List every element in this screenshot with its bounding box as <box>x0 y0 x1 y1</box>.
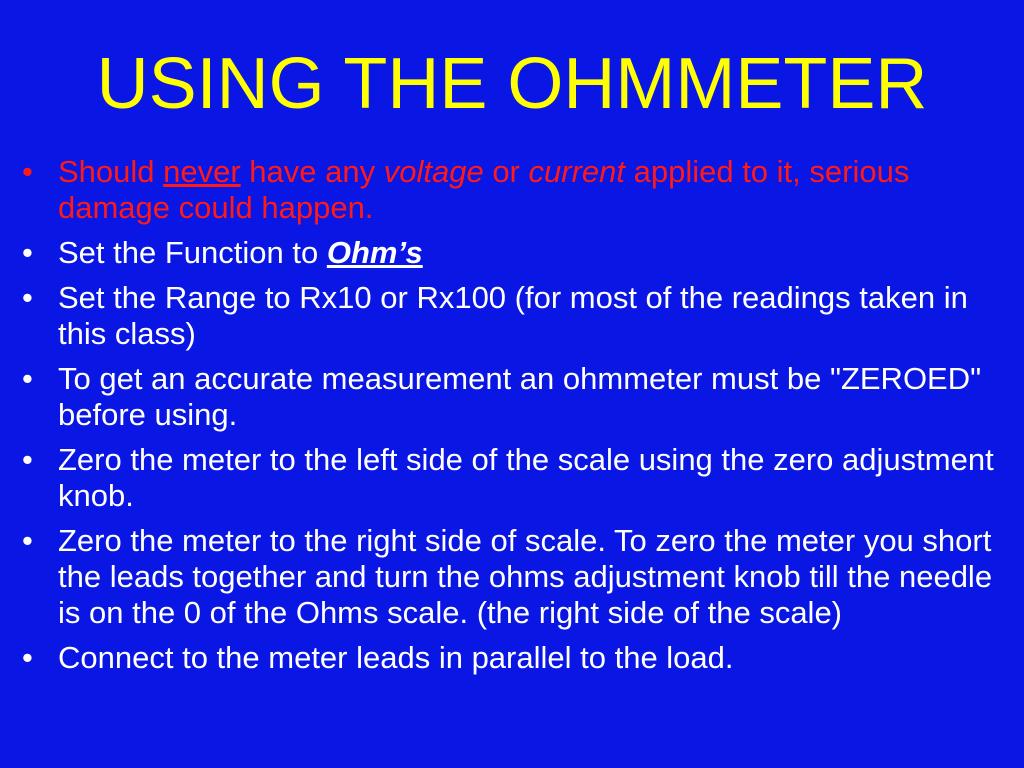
bullet-item-range <box>22 280 1022 352</box>
bullet-text: Connect to the meter leads in parallel to the load. <box>58 640 734 675</box>
bullet-item-warning <box>22 154 1022 226</box>
bullet-dot: • <box>22 280 33 315</box>
bullet-text: applied to it, serious damage could happen. <box>58 154 910 225</box>
bullet-item-zeroed <box>22 361 1022 433</box>
emphasis-voltage: voltage <box>383 154 484 189</box>
bullet-item-zero-right <box>22 523 1022 631</box>
bullet-dot: • <box>22 523 33 558</box>
bullet-text: have any <box>240 154 384 189</box>
emphasis-never: never <box>163 154 241 189</box>
bullet-text: Set the Function to <box>58 235 327 270</box>
bullet-text: or <box>483 154 529 189</box>
emphasis-ohms: Ohm’s <box>326 235 423 270</box>
bullet-text: Zero the meter to the left side of the scale using the zero adjustment knob. <box>58 442 994 513</box>
bullet-dot: • <box>22 640 33 675</box>
emphasis-current: current <box>528 154 625 189</box>
slide-title: USING THE OHMMETER <box>96 44 928 124</box>
bullet-dot: • <box>22 442 33 477</box>
bullet-dot: • <box>22 361 33 396</box>
bullet-item-function <box>22 235 1022 271</box>
bullet-item-connect <box>22 640 1022 676</box>
bullet-dot: • <box>22 235 33 270</box>
bullet-list <box>22 154 1022 685</box>
bullet-text: To get an accurate measurement an ohmmeter must be "ZEROED" before using. <box>58 361 982 432</box>
bullet-text: Zero the meter to the right side of scale. To zero the meter you short the leads together and turn the ohms adjustment knob till the needle is on the 0 of the Ohms scale. (the right side of the scale) <box>58 523 993 630</box>
bullet-item-zero-left <box>22 442 1022 514</box>
bullet-text: Should <box>58 154 164 189</box>
bullet-text: Set the Range to Rx10 or Rx100 (for most of the readings taken in this class) <box>58 280 968 351</box>
bullet-dot: • <box>22 154 33 189</box>
